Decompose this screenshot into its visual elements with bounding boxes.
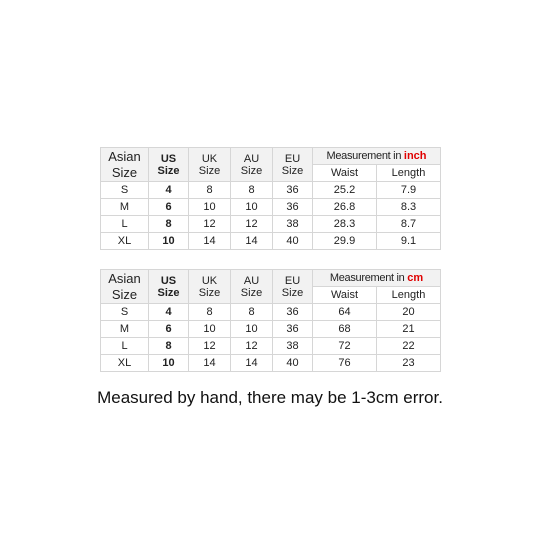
cell-length: 23 — [377, 355, 441, 372]
cell-eu: 40 — [273, 355, 313, 372]
cell-asian: L — [101, 338, 149, 355]
cell-length: 21 — [377, 321, 441, 338]
cell-waist: 72 — [313, 338, 377, 355]
cell-us: 4 — [149, 304, 189, 321]
cell-us: 10 — [149, 355, 189, 372]
cell-asian: XL — [101, 233, 149, 250]
header-asian-size: Asian Size — [101, 270, 149, 304]
cell-eu: 36 — [273, 199, 313, 216]
cell-au: 10 — [231, 199, 273, 216]
header-measurement — [313, 270, 441, 287]
cell-au: 8 — [231, 304, 273, 321]
measurement-label: Measurement in — [326, 150, 404, 162]
table-row — [101, 321, 441, 338]
cell-eu: 36 — [273, 304, 313, 321]
header-us-size: US Size — [149, 148, 189, 182]
cell-uk: 12 — [189, 338, 231, 355]
cell-uk: 10 — [189, 321, 231, 338]
cell-waist: 25.2 — [313, 182, 377, 199]
cell-length: 22 — [377, 338, 441, 355]
cell-length: 20 — [377, 304, 441, 321]
cell-waist: 29.9 — [313, 233, 377, 250]
cell-eu: 40 — [273, 233, 313, 250]
cell-asian: M — [101, 199, 149, 216]
cell-uk: 14 — [189, 355, 231, 372]
cell-length: 8.3 — [377, 199, 441, 216]
header-eu-size: EU Size — [273, 270, 313, 304]
cell-length: 9.1 — [377, 233, 441, 250]
table-row — [101, 355, 441, 372]
header-waist: Waist — [313, 287, 377, 304]
cell-uk: 12 — [189, 216, 231, 233]
table-row — [101, 304, 441, 321]
header-au-size: AU Size — [231, 148, 273, 182]
table-row — [101, 216, 441, 233]
header-measurement — [313, 148, 441, 165]
cell-waist: 28.3 — [313, 216, 377, 233]
cell-uk: 8 — [189, 182, 231, 199]
cell-au: 12 — [231, 338, 273, 355]
cell-au: 10 — [231, 321, 273, 338]
header-uk-size: UK Size — [189, 270, 231, 304]
measurement-note: Measured by hand, there may be 1-3cm error. — [97, 388, 443, 407]
cell-au: 14 — [231, 233, 273, 250]
header-asian-size: Asian Size — [101, 148, 149, 182]
measurement-label: Measurement in — [329, 272, 408, 284]
cell-us: 10 — [149, 233, 189, 250]
size-chart-table — [100, 147, 441, 250]
header-length: Length — [377, 287, 441, 304]
cell-asian: S — [101, 304, 149, 321]
cell-us: 4 — [149, 182, 189, 199]
cell-uk: 14 — [189, 233, 231, 250]
cell-us: 8 — [149, 338, 189, 355]
cell-waist: 64 — [313, 304, 377, 321]
table-row — [101, 182, 441, 199]
header-au-size: AU Size — [231, 270, 273, 304]
cell-waist: 76 — [313, 355, 377, 372]
table-row — [101, 338, 441, 355]
size-chart-table — [100, 269, 441, 372]
header-eu-size: EU Size — [273, 148, 313, 182]
cell-asian: L — [101, 216, 149, 233]
measurement-unit: cm — [407, 272, 424, 284]
cell-eu: 38 — [273, 216, 313, 233]
cell-asian: XL — [101, 355, 149, 372]
header-us-size: US Size — [149, 270, 189, 304]
measurement-unit: inch — [403, 150, 427, 162]
cell-us: 6 — [149, 199, 189, 216]
table-row — [101, 233, 441, 250]
cell-au: 14 — [231, 355, 273, 372]
table-row — [101, 199, 441, 216]
cell-us: 6 — [149, 321, 189, 338]
cell-uk: 8 — [189, 304, 231, 321]
cell-waist: 26.8 — [313, 199, 377, 216]
cell-length: 7.9 — [377, 182, 441, 199]
cell-au: 8 — [231, 182, 273, 199]
cell-eu: 36 — [273, 182, 313, 199]
cell-asian: S — [101, 182, 149, 199]
cell-asian: M — [101, 321, 149, 338]
cell-waist: 68 — [313, 321, 377, 338]
cell-uk: 10 — [189, 199, 231, 216]
header-uk-size: UK Size — [189, 148, 231, 182]
cell-eu: 36 — [273, 321, 313, 338]
header-length: Length — [377, 165, 441, 182]
cell-au: 12 — [231, 216, 273, 233]
cell-us: 8 — [149, 216, 189, 233]
cell-eu: 38 — [273, 338, 313, 355]
header-waist: Waist — [313, 165, 377, 182]
cell-length: 8.7 — [377, 216, 441, 233]
